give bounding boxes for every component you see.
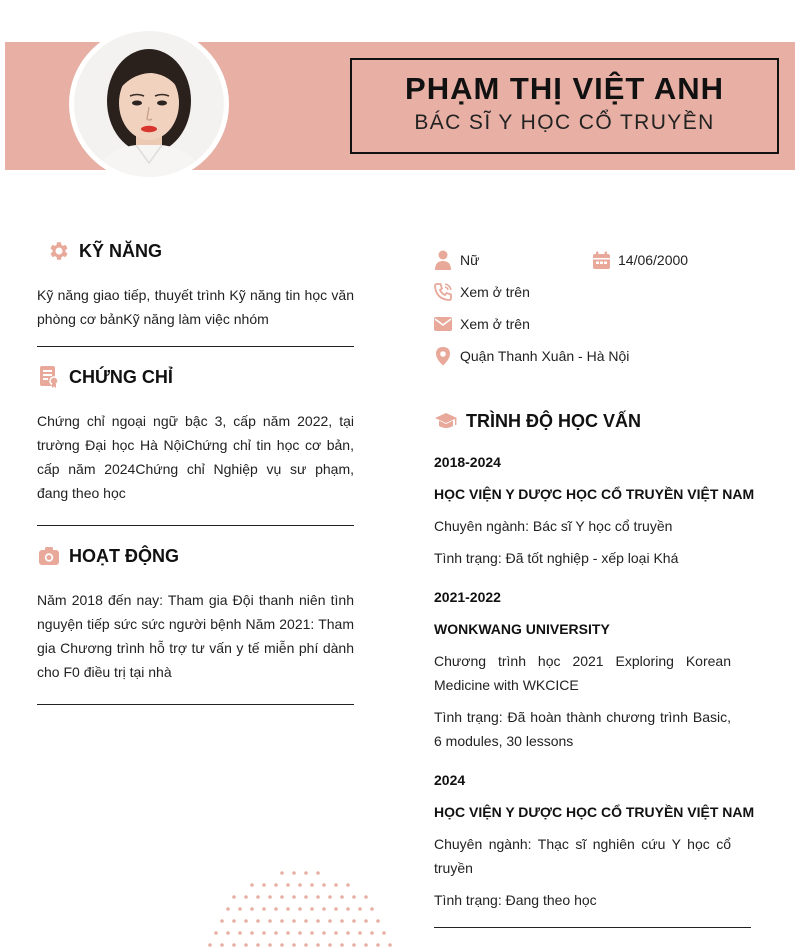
skills-heading — [45, 238, 162, 264]
decorative-dot — [388, 943, 392, 947]
decorative-dot — [316, 919, 320, 923]
camera-icon — [37, 543, 61, 569]
decorative-dot — [376, 919, 380, 923]
job-title: BÁC SĨ Y HỌC CỔ TRUYỀN — [414, 111, 715, 134]
edu-years: 2018-2024 — [434, 454, 501, 470]
decorative-dot — [274, 907, 278, 911]
decorative-dot — [280, 943, 284, 947]
activities-text: Năm 2018 đến nay: Tham gia Đội thanh niên tình nguyện tiếp sức sức người bệnh Năm 2021: Tham gia Chương trình hỗ trợ tư vấn y tế miễn phí dành cho F0 điều trị tại nhà — [37, 592, 354, 680]
decorative-dot — [364, 943, 368, 947]
profile-photo — [69, 26, 229, 182]
decorative-dot — [244, 895, 248, 899]
divider — [37, 704, 354, 705]
decorative-dot — [262, 907, 266, 911]
location-pin-icon — [433, 346, 453, 366]
phone-icon — [433, 282, 453, 302]
address-value: Quận Thanh Xuân - Hà Nội — [460, 348, 630, 364]
email-row — [433, 314, 530, 334]
decorative-dot — [334, 883, 338, 887]
decorative-dot — [250, 907, 254, 911]
edu-detail: Chuyên ngành: Bác sĩ Y học cổ truyền — [434, 518, 673, 534]
edu-detail: Chuyên ngành: Thạc sĩ nghiên cứu Y học cổ truyền — [434, 836, 731, 876]
activities-heading — [37, 543, 179, 569]
decorative-dot — [280, 871, 284, 875]
decorative-dot — [334, 931, 338, 935]
decorative-dot — [346, 883, 350, 887]
decorative-dot — [316, 895, 320, 899]
decorative-dot — [268, 919, 272, 923]
decorative-dot — [280, 919, 284, 923]
decorative-dot — [214, 931, 218, 935]
gender-value: Nữ — [460, 252, 480, 268]
decorative-dot — [262, 883, 266, 887]
candidate-name: PHẠM THỊ VIỆT ANH — [405, 71, 724, 106]
edu-status: Tình trạng: Đang theo học — [434, 892, 597, 908]
decorative-dot — [346, 907, 350, 911]
decorative-dot — [304, 895, 308, 899]
certificate-icon — [37, 364, 61, 390]
decorative-dot — [340, 895, 344, 899]
email-value: Xem ở trên — [460, 316, 530, 332]
decorative-dot — [226, 931, 230, 935]
certificates-heading — [37, 364, 173, 390]
decorative-dot — [328, 919, 332, 923]
decorative-dot — [322, 931, 326, 935]
edu-school: HỌC VIỆN Y DƯỢC HỌC CỔ TRUYỀN VIỆT NAM — [434, 486, 755, 502]
decorative-dot — [364, 919, 368, 923]
certificates-text: Chứng chỉ ngoại ngữ bậc 3, cấp năm 2022, tại trường Đại học Hà NộiChứng chỉ tin học cơ bản, cấp năm 2024Chứng chỉ Nghiệp vụ sư phạm, đang theo học — [37, 413, 354, 501]
decorative-dot — [220, 919, 224, 923]
decorative-dot — [328, 895, 332, 899]
decorative-dot — [268, 943, 272, 947]
education-title: TRÌNH ĐỘ HỌC VẤN — [466, 410, 641, 431]
gender-row — [433, 250, 479, 270]
edu-status: Tình trạng: Đã hoàn thành chương trình Basic, 6 modules, 30 lessons — [434, 709, 731, 749]
decorative-dot — [274, 931, 278, 935]
edu-years: 2021-2022 — [434, 589, 501, 605]
decorative-dot — [286, 907, 290, 911]
phone-row — [433, 282, 530, 302]
decorative-dot — [334, 907, 338, 911]
decorative-dot — [328, 943, 332, 947]
skills-title: KỸ NĂNG — [79, 240, 163, 261]
decorative-dot — [364, 895, 368, 899]
dob-value: 14/06/2000 — [618, 252, 689, 268]
dob-row — [591, 250, 688, 270]
decorative-dot — [316, 871, 320, 875]
decorative-dot — [250, 883, 254, 887]
decorative-dot — [298, 883, 302, 887]
phone-value: Xem ở trên — [460, 284, 530, 300]
decorative-dot — [358, 931, 362, 935]
decorative-dot — [292, 919, 296, 923]
decorative-dot — [220, 943, 224, 947]
decorative-dot — [352, 919, 356, 923]
decorative-dot — [280, 895, 284, 899]
edu-school: WONKWANG UNIVERSITY — [434, 621, 610, 637]
decorative-dot — [292, 871, 296, 875]
decorative-dot — [358, 907, 362, 911]
decorative-dot — [238, 931, 242, 935]
activities-title: HOẠT ĐỘNG — [69, 545, 179, 566]
edu-status: Tình trạng: Đã tốt nghiệp - xếp loại Khá — [434, 550, 679, 566]
calendar-icon — [591, 250, 611, 270]
mail-icon — [433, 314, 453, 334]
decorative-dot — [250, 931, 254, 935]
graduation-cap-icon — [433, 408, 459, 434]
decorative-dot — [370, 907, 374, 911]
divider — [434, 927, 751, 928]
decorative-dot — [232, 895, 236, 899]
decorative-dot — [316, 943, 320, 947]
education-heading — [433, 408, 641, 434]
skills-text: Kỹ năng giao tiếp, thuyết trình Kỹ năng tin học văn phòng cơ bảnKỹ năng làm việc nhóm — [37, 287, 354, 327]
decorative-dot — [292, 895, 296, 899]
edu-years: 2024 — [434, 772, 466, 788]
decorative-dot — [346, 931, 350, 935]
name-box — [350, 58, 779, 154]
decorative-dot — [256, 943, 260, 947]
decorative-dot — [382, 931, 386, 935]
decorative-dot — [244, 943, 248, 947]
decorative-dot — [262, 931, 266, 935]
decorative-dot — [340, 943, 344, 947]
decorative-dot — [256, 895, 260, 899]
certificates-title: CHỨNG CHỈ — [69, 366, 173, 387]
decorative-dot — [310, 907, 314, 911]
decorative-dot — [310, 883, 314, 887]
decorative-dot — [304, 919, 308, 923]
decorative-dot — [274, 883, 278, 887]
person-icon — [433, 250, 453, 270]
decorative-dot — [286, 931, 290, 935]
decorative-dot — [376, 943, 380, 947]
decorative-dot — [370, 931, 374, 935]
decorative-dot — [298, 907, 302, 911]
decorative-dot — [340, 919, 344, 923]
decorative-dot-pattern — [205, 865, 395, 952]
address-row — [433, 346, 629, 366]
decorative-dot — [232, 943, 236, 947]
decorative-dot — [298, 931, 302, 935]
decorative-dot — [256, 919, 260, 923]
divider — [37, 525, 354, 526]
decorative-dot — [244, 919, 248, 923]
decorative-dot — [208, 943, 212, 947]
decorative-dot — [352, 943, 356, 947]
decorative-dot — [352, 895, 356, 899]
decorative-dot — [310, 931, 314, 935]
decorative-dot — [322, 883, 326, 887]
edu-school: HỌC VIỆN Y DƯỢC HỌC CỔ TRUYỀN VIỆT NAM — [434, 804, 755, 820]
decorative-dot — [304, 943, 308, 947]
decorative-dot — [304, 871, 308, 875]
decorative-dot — [238, 907, 242, 911]
decorative-dot — [322, 907, 326, 911]
decorative-dot — [226, 907, 230, 911]
divider — [37, 346, 354, 347]
decorative-dot — [232, 919, 236, 923]
gear-icon — [45, 238, 71, 264]
edu-detail: Chương trình học 2021 Exploring Korean Medicine with WKCICE — [434, 653, 731, 693]
decorative-dot — [268, 895, 272, 899]
decorative-dot — [286, 883, 290, 887]
decorative-dot — [292, 943, 296, 947]
